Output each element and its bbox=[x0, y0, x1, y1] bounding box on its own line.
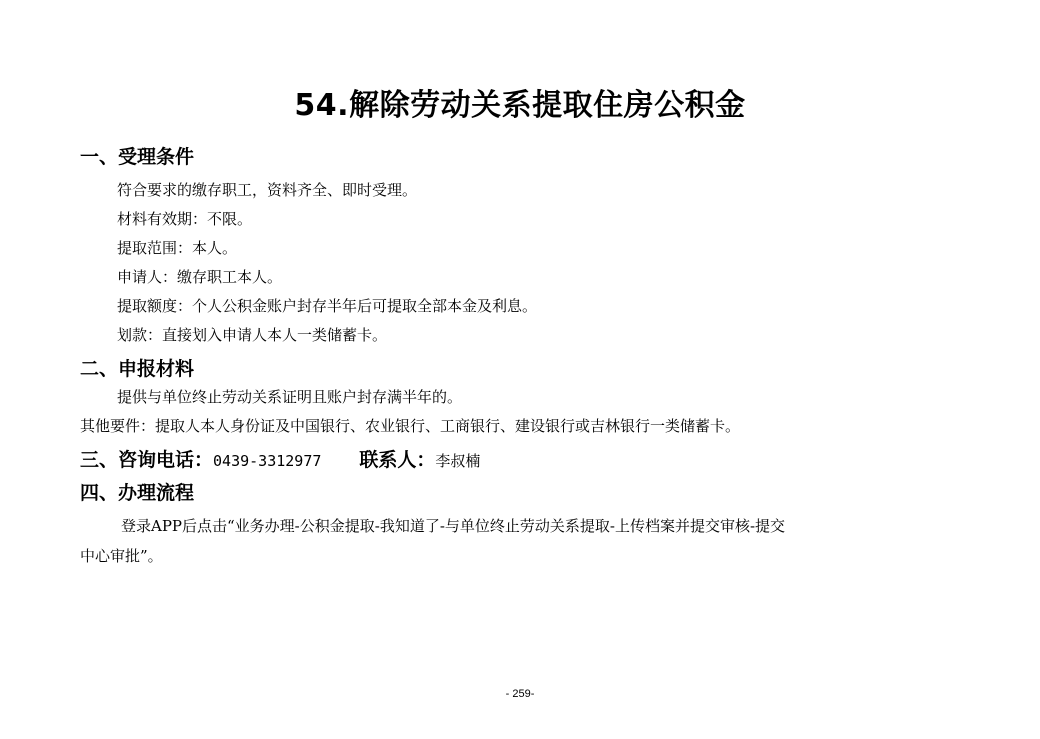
paragraph-line: 符合要求的缴存职工，资料齐全、即时受理。 bbox=[117, 181, 418, 199]
paragraph-line: 提取范围：本人。 bbox=[117, 239, 238, 257]
section-heading-materials: 二、申报材料 bbox=[80, 358, 195, 380]
section-heading-phone: 三、咨询电话： bbox=[80, 449, 214, 471]
section-heading-process: 四、办理流程 bbox=[80, 482, 195, 504]
paragraph-line: 中心审批”。 bbox=[80, 547, 163, 565]
section-heading-acceptance: 一、受理条件 bbox=[80, 146, 195, 168]
paragraph-line: 提供与单位终止劳动关系证明且账户封存满半年的。 bbox=[117, 388, 463, 406]
contact-label: 联系人： bbox=[359, 449, 436, 471]
page-title: 54.解除劳动关系提取住房公积金 bbox=[294, 88, 746, 123]
paragraph-line: 划款：直接划入申请人本人一类储蓄卡。 bbox=[117, 326, 388, 344]
page-number: - 259- bbox=[505, 688, 535, 700]
paragraph-line: 提取额度：个人公积金账户封存半年后可提取全部本金及利息。 bbox=[117, 297, 538, 315]
paragraph-line: 申请人：缴存职工本人。 bbox=[117, 268, 283, 286]
contact-name: 李叔楠 bbox=[435, 452, 481, 470]
paragraph-line: 材料有效期：不限。 bbox=[117, 210, 253, 228]
contact-line bbox=[80, 447, 480, 473]
paragraph-line: 登录APP后点击“业务办理-公积金提取-我知道了-与单位终止劳动关系提取-上传档案并提交审核-提交 bbox=[121, 517, 786, 535]
paragraph-line: 其他要件：提取人本人身份证及中国银行、农业银行、工商银行、建设银行或吉林银行一类储蓄卡。 bbox=[80, 417, 741, 435]
phone-number: 0439-3312977 bbox=[213, 452, 322, 470]
